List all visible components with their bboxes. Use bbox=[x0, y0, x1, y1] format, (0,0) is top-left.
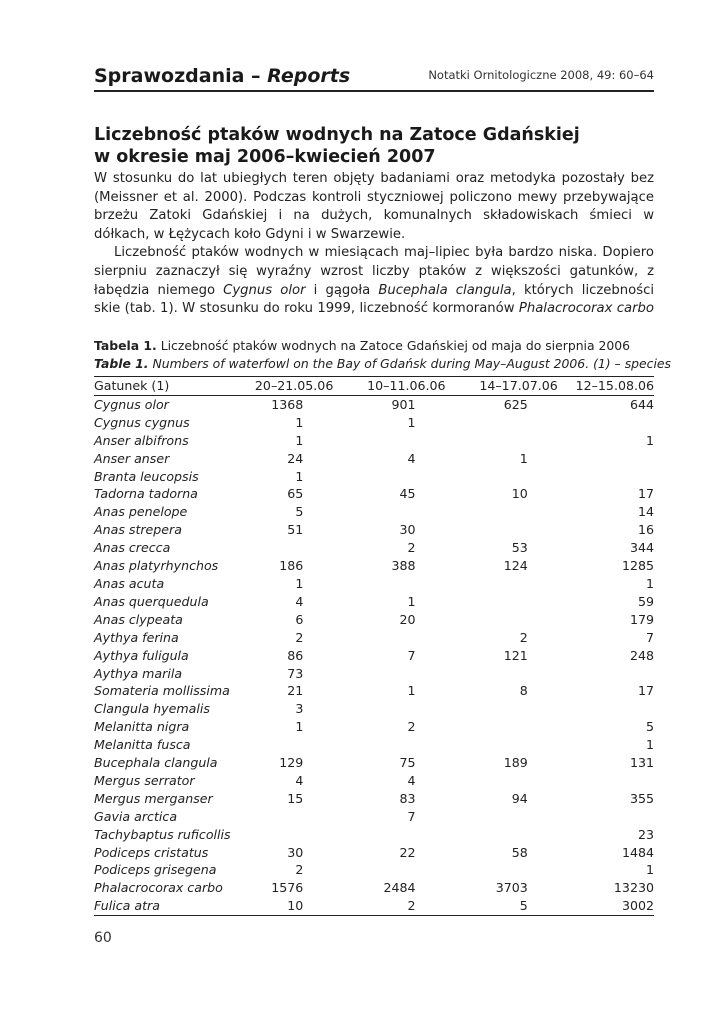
count-august-cell: 7 bbox=[645, 629, 654, 645]
species-cell: Anas strepera bbox=[94, 522, 182, 538]
page-number: 60 bbox=[94, 930, 112, 946]
table-caption bbox=[94, 337, 671, 373]
body-text-run: skie (tab. 1). W stosunku do roku 1999, liczebność kormoranów bbox=[94, 301, 519, 317]
count-june-cell: 2 bbox=[407, 898, 416, 914]
count-august-cell: 17 bbox=[637, 683, 654, 699]
count-august-cell bbox=[558, 665, 654, 683]
count-may-cell: 65 bbox=[287, 486, 304, 502]
body-line: sierpniu zaznaczył się wyraźny wzrost liczby ptaków z większości gatunków, z bbox=[94, 263, 654, 279]
count-july-cell: 8 bbox=[519, 683, 528, 699]
count-august-cell: 23 bbox=[637, 826, 654, 842]
species-cell: Cygnus olor bbox=[94, 396, 169, 412]
body-line bbox=[94, 282, 654, 301]
count-june-cell bbox=[333, 861, 445, 879]
count-june-cell: 22 bbox=[399, 844, 416, 860]
count-june-cell: 1 bbox=[407, 593, 416, 609]
count-august-cell: 17 bbox=[637, 486, 654, 502]
count-may-cell: 1368 bbox=[271, 396, 304, 412]
species-cell: Anas clypeata bbox=[94, 611, 183, 627]
count-august-cell bbox=[558, 468, 654, 486]
count-june-cell: 2 bbox=[407, 540, 416, 556]
count-august-cell: 179 bbox=[629, 611, 654, 627]
species-cell: Tachybaptus ruficollis bbox=[94, 826, 231, 842]
table-row bbox=[94, 682, 654, 700]
count-may-cell: 1 bbox=[295, 575, 304, 591]
count-may-cell: 6 bbox=[295, 611, 304, 627]
species-name: Phalacrocorax carbo bbox=[518, 301, 654, 317]
table-row bbox=[94, 718, 654, 736]
count-july-cell: 5 bbox=[519, 898, 528, 914]
count-june-cell bbox=[333, 468, 445, 486]
count-may-cell bbox=[234, 736, 333, 754]
caption-pl-text: Liczebność ptaków wodnych na Zatoce Gdańskiej od maja do sierpnia 2006 bbox=[156, 338, 631, 353]
table-row bbox=[94, 790, 654, 808]
header-species: Gatunek (1) bbox=[94, 378, 170, 393]
count-august-cell bbox=[558, 700, 654, 718]
caption-en-text: Numbers of waterfowl on the Bay of Gdańsk during May–August 2006. (1) – species bbox=[148, 356, 671, 371]
waterfowl-table bbox=[94, 376, 654, 916]
count-may-cell: 2 bbox=[295, 629, 304, 645]
body-line: brzeżu Zatoki Gdańskiej i na dużych, komunalnych składowiskach śmieci w bbox=[94, 208, 654, 224]
table-row bbox=[94, 539, 654, 557]
table-row bbox=[94, 503, 654, 521]
table-row bbox=[94, 432, 654, 450]
count-may-cell: 1 bbox=[295, 414, 304, 430]
table-row bbox=[94, 826, 654, 844]
count-june-cell: 7 bbox=[407, 808, 416, 824]
count-may-cell: 24 bbox=[287, 450, 304, 466]
count-may-cell: 15 bbox=[287, 790, 304, 806]
count-august-cell: 355 bbox=[629, 790, 654, 806]
table-row bbox=[94, 575, 654, 593]
species-cell: Anser albifrons bbox=[94, 432, 189, 448]
species-cell: Podiceps cristatus bbox=[94, 844, 209, 860]
count-june-cell: 4 bbox=[407, 772, 416, 788]
body-text bbox=[94, 170, 654, 319]
count-july-cell: 121 bbox=[503, 647, 528, 663]
species-cell: Clangula hyemalis bbox=[94, 701, 210, 717]
count-july-cell bbox=[446, 468, 558, 486]
species-cell: Mergus merganser bbox=[94, 790, 213, 806]
count-july-cell: 189 bbox=[503, 755, 528, 771]
count-august-cell: 344 bbox=[629, 540, 654, 556]
count-may-cell: 1576 bbox=[271, 880, 304, 896]
table-body bbox=[94, 395, 654, 915]
count-august-cell: 3002 bbox=[621, 898, 654, 914]
section-title-pl: Sprawozdania bbox=[94, 65, 245, 87]
count-august-cell: 1 bbox=[645, 862, 654, 878]
count-july-cell: 58 bbox=[511, 844, 528, 860]
count-june-cell: 83 bbox=[399, 790, 416, 806]
count-june-cell bbox=[333, 629, 445, 647]
count-july-cell bbox=[446, 575, 558, 593]
count-june-cell: 4 bbox=[407, 450, 416, 466]
table-row bbox=[94, 468, 654, 486]
table-row bbox=[94, 611, 654, 629]
count-june-cell: 2484 bbox=[383, 880, 416, 896]
table-row bbox=[94, 395, 654, 413]
caption-en-label: Table 1. bbox=[94, 356, 149, 371]
journal-reference: Notatki Ornitologiczne 2008, 49: 60–64 bbox=[428, 68, 654, 82]
caption-pl-label: Tabela 1. bbox=[94, 338, 157, 353]
count-may-cell: 30 bbox=[287, 844, 304, 860]
species-cell: Branta leucopsis bbox=[94, 468, 199, 484]
count-july-cell bbox=[446, 414, 558, 432]
count-july-cell bbox=[446, 611, 558, 629]
article-title-line-2: w okresie maj 2006–kwiecień 2007 bbox=[94, 147, 436, 167]
count-may-cell: 10 bbox=[287, 898, 304, 914]
count-august-cell bbox=[558, 414, 654, 432]
section-title bbox=[94, 65, 350, 87]
count-july-cell: 124 bbox=[503, 558, 528, 574]
species-cell: Melanitta nigra bbox=[94, 719, 190, 735]
count-june-cell bbox=[333, 432, 445, 450]
count-august-cell: 131 bbox=[629, 755, 654, 771]
count-august-cell: 1 bbox=[645, 737, 654, 753]
count-may-cell: 1 bbox=[295, 468, 304, 484]
table-row bbox=[94, 629, 654, 647]
table-row bbox=[94, 861, 654, 879]
count-july-cell bbox=[446, 826, 558, 844]
table-row bbox=[94, 485, 654, 503]
section-title-en: Reports bbox=[267, 65, 351, 87]
count-june-cell bbox=[333, 575, 445, 593]
count-august-cell: 644 bbox=[629, 396, 654, 412]
count-june-cell: 1 bbox=[407, 414, 416, 430]
species-cell: Anas platyrhynchos bbox=[94, 558, 219, 574]
table-header-row bbox=[94, 377, 654, 396]
count-july-cell bbox=[446, 665, 558, 683]
count-june-cell: 388 bbox=[391, 558, 416, 574]
header-date-june: 10–11.06.06 bbox=[367, 378, 446, 393]
count-august-cell: 1285 bbox=[621, 558, 654, 574]
count-july-cell: 1 bbox=[519, 450, 528, 466]
count-may-cell: 1 bbox=[295, 432, 304, 448]
species-cell: Aythya ferina bbox=[94, 629, 179, 645]
count-august-cell: 1 bbox=[645, 432, 654, 448]
body-text-run: łabędzia niemego bbox=[94, 282, 224, 298]
count-june-cell: 901 bbox=[391, 396, 416, 412]
species-cell: Fulica atra bbox=[94, 898, 160, 914]
count-may-cell: 1 bbox=[295, 719, 304, 735]
count-june-cell: 2 bbox=[407, 719, 416, 735]
count-june-cell bbox=[333, 503, 445, 521]
table-row bbox=[94, 647, 654, 665]
count-may-cell: 21 bbox=[287, 683, 304, 699]
count-may-cell bbox=[234, 539, 333, 557]
table-row bbox=[94, 772, 654, 790]
article-title bbox=[94, 124, 654, 168]
count-may-cell: 73 bbox=[287, 665, 304, 681]
body-line: (Meissner et al. 2000). Podczas kontroli styczniowej policzono mewy przebywające bbox=[94, 189, 654, 205]
count-august-cell: 248 bbox=[629, 647, 654, 663]
species-cell: Somateria mollissima bbox=[94, 683, 230, 699]
species-cell: Aythya marila bbox=[94, 665, 183, 681]
count-june-cell bbox=[333, 700, 445, 718]
count-june-cell: 20 bbox=[399, 611, 416, 627]
count-may-cell: 2 bbox=[295, 862, 304, 878]
count-may-cell: 186 bbox=[279, 558, 304, 574]
count-july-cell bbox=[446, 736, 558, 754]
table-row bbox=[94, 665, 654, 683]
table-row bbox=[94, 897, 654, 915]
count-may-cell: 129 bbox=[279, 755, 304, 771]
count-july-cell bbox=[446, 808, 558, 826]
species-cell: Aythya fuligula bbox=[94, 647, 189, 663]
article-title-line-1: Liczebność ptaków wodnych na Zatoce Gdańskiej bbox=[94, 125, 580, 145]
count-june-cell bbox=[333, 826, 445, 844]
species-cell: Anas crecca bbox=[94, 540, 171, 556]
species-cell: Tadorna tadorna bbox=[94, 486, 198, 502]
body-line: Liczebność ptaków wodnych w miesiącach maj–lipiec była bardzo niska. Dopiero bbox=[114, 245, 654, 261]
table-row bbox=[94, 593, 654, 611]
header-date-august: 12–15.08.06 bbox=[575, 378, 654, 393]
count-july-cell bbox=[446, 521, 558, 539]
section-title-separator: – bbox=[244, 65, 268, 87]
count-august-cell bbox=[558, 772, 654, 790]
count-june-cell bbox=[333, 736, 445, 754]
count-may-cell: 51 bbox=[287, 522, 304, 538]
species-cell: Gavia arctica bbox=[94, 808, 178, 824]
header-date-may: 20–21.05.06 bbox=[254, 378, 334, 393]
count-may-cell: 86 bbox=[287, 647, 304, 663]
species-cell: Anser anser bbox=[94, 450, 170, 466]
body-text-run: i gągoła bbox=[305, 282, 379, 298]
table-row bbox=[94, 450, 654, 468]
table-row bbox=[94, 808, 654, 826]
count-may-cell: 5 bbox=[295, 504, 304, 520]
count-july-cell bbox=[446, 861, 558, 879]
table-row bbox=[94, 700, 654, 718]
table-row bbox=[94, 414, 654, 432]
count-july-cell bbox=[446, 593, 558, 611]
count-july-cell: 3703 bbox=[495, 880, 528, 896]
count-june-cell: 45 bbox=[399, 486, 416, 502]
count-june-cell: 1 bbox=[407, 683, 416, 699]
header-date-july: 14–17.07.06 bbox=[479, 378, 558, 393]
count-june-cell bbox=[333, 665, 445, 683]
table-row bbox=[94, 557, 654, 575]
body-line: W stosunku do lat ubiegłych teren objęty badaniami oraz metodyka pozostały bez bbox=[94, 171, 654, 186]
species-cell: Melanitta fusca bbox=[94, 737, 191, 753]
count-august-cell: 59 bbox=[637, 593, 654, 609]
count-july-cell bbox=[446, 718, 558, 736]
count-august-cell bbox=[558, 450, 654, 468]
caption-en bbox=[94, 355, 671, 373]
count-may-cell bbox=[234, 808, 333, 826]
table-row bbox=[94, 879, 654, 897]
species-cell: Anas querquedula bbox=[94, 593, 209, 609]
count-july-cell: 2 bbox=[519, 629, 528, 645]
species-cell: Cygnus cygnus bbox=[94, 414, 190, 430]
table-row bbox=[94, 844, 654, 862]
count-august-cell: 13230 bbox=[613, 880, 654, 896]
species-cell: Mergus serrator bbox=[94, 772, 195, 788]
count-august-cell: 1 bbox=[645, 575, 654, 591]
count-july-cell: 53 bbox=[511, 540, 528, 556]
count-july-cell bbox=[446, 772, 558, 790]
count-july-cell bbox=[446, 503, 558, 521]
species-cell: Bucephala clangula bbox=[94, 755, 218, 771]
count-july-cell: 10 bbox=[511, 486, 528, 502]
table-row bbox=[94, 754, 654, 772]
count-august-cell: 5 bbox=[645, 719, 654, 735]
count-june-cell: 30 bbox=[399, 522, 416, 538]
count-may-cell: 4 bbox=[295, 772, 304, 788]
body-line bbox=[94, 300, 654, 319]
count-may-cell: 4 bbox=[295, 593, 304, 609]
count-may-cell bbox=[234, 826, 333, 844]
count-august-cell: 16 bbox=[637, 522, 654, 538]
count-june-cell: 7 bbox=[407, 647, 416, 663]
body-text-run: , których liczebności bbox=[511, 282, 654, 298]
count-may-cell: 3 bbox=[295, 701, 304, 717]
species-cell: Podiceps grisegena bbox=[94, 862, 217, 878]
caption-pl bbox=[94, 337, 654, 355]
count-july-cell: 625 bbox=[503, 396, 528, 412]
running-head bbox=[94, 62, 654, 92]
species-cell: Anas acuta bbox=[94, 575, 165, 591]
table-row bbox=[94, 521, 654, 539]
body-line: dółkach, w Łężycach koło Gdyni i w Swarzewie. bbox=[94, 226, 406, 242]
count-august-cell: 1484 bbox=[621, 844, 654, 860]
count-july-cell: 94 bbox=[511, 790, 528, 806]
species-name: Cygnus olor bbox=[223, 282, 306, 298]
count-july-cell bbox=[446, 432, 558, 450]
count-july-cell bbox=[446, 700, 558, 718]
species-cell: Phalacrocorax carbo bbox=[94, 880, 223, 896]
count-august-cell: 14 bbox=[637, 504, 654, 520]
count-june-cell: 75 bbox=[399, 755, 416, 771]
table-row bbox=[94, 736, 654, 754]
species-name: Bucephala clangula bbox=[378, 282, 512, 298]
count-august-cell bbox=[558, 808, 654, 826]
species-cell: Anas penelope bbox=[94, 504, 188, 520]
